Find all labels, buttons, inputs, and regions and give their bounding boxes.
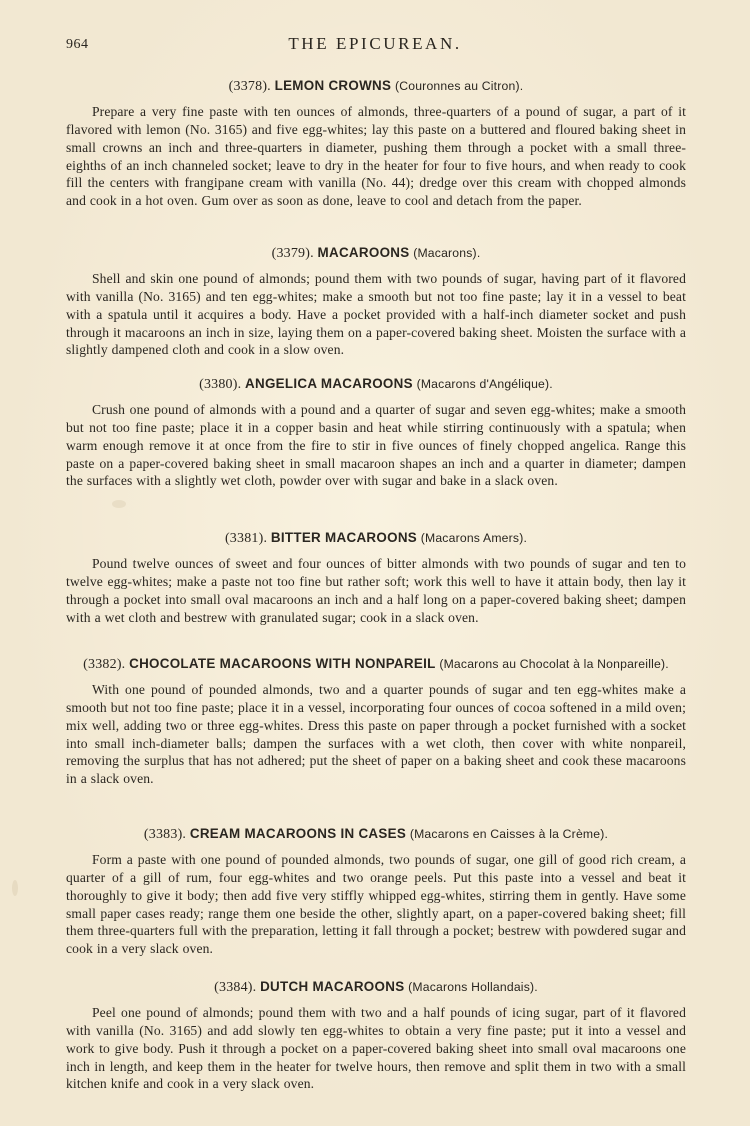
recipe-text: Peel one pound of almonds; pound them with two and a half pounds of icing sugar, part of it flavored with vanilla (No. 3165) and add slowly ten egg-whites to obtain a very fine paste; put it into a vessel and work to give body. Push it through a pocket on a paper-covered baking sheet into small oval macaroons one inch in length, and keep them in the heater for twelve hours, then remove and split them in two with a small kitchen knife and cook in a very slack oven.	[66, 1005, 686, 1092]
recipe-text: Crush one pound of almonds with a pound and a quarter of sugar and seven egg-whites; make a smooth but not too fine paste; place it in a copper basin and heat while stirring continuously with a spatula; when warm enough remove it at once from the fire to stir in five ounces of finely chopped angelica. Range this paste on a paper-covered baking sheet in small macaroon shapes an inch and a quarter in diameter; dampen the surfaces with a slightly wet cloth, powder over with sugar and bake in a slack oven.	[66, 402, 686, 489]
recipe-french-title: (Macarons Hollandais).	[408, 980, 538, 994]
recipe-title: MACAROONS	[317, 245, 410, 260]
recipe-heading	[66, 824, 686, 844]
recipe-heading	[66, 374, 686, 394]
recipe-french-title: (Macarons d'Angélique).	[416, 377, 553, 391]
recipe-heading	[66, 977, 686, 997]
recipe-number: (3383).	[143, 827, 187, 842]
recipe-number: (3378).	[228, 79, 271, 94]
recipe-title: LEMON CROWNS	[274, 78, 392, 93]
recipe-heading	[66, 243, 686, 263]
recipe-title: BITTER MACAROONS	[270, 530, 418, 545]
paper-stain	[12, 880, 18, 896]
recipe-3383	[66, 824, 686, 958]
recipe-3378	[66, 76, 686, 210]
recipe-number: (3381).	[224, 531, 268, 546]
recipe-title: DUTCH MACAROONS	[260, 979, 405, 994]
recipe-french-title: (Macarons Amers).	[420, 531, 528, 545]
recipe-heading	[66, 528, 686, 548]
recipe-3380	[66, 374, 686, 490]
recipe-number: (3382).	[83, 657, 126, 672]
running-head	[66, 34, 684, 54]
recipe-french-title: (Macarons au Chocolat à la Nonpareille).	[439, 657, 669, 671]
recipe-3379	[66, 243, 686, 359]
paper-stain	[112, 500, 126, 508]
recipe-heading	[66, 76, 686, 96]
recipe-3382	[66, 654, 686, 788]
recipe-french-title: (Macarons en Caisses à la Crème).	[409, 827, 609, 841]
page-number: 964	[66, 37, 89, 52]
recipe-number: (3379).	[271, 246, 314, 261]
recipe-title: CHOCOLATE MACAROONS WITH NONPAREIL	[129, 656, 436, 671]
recipe-text: Pound twelve ounces of sweet and four ounces of bitter almonds with two pounds of sugar and ten to twelve egg-whites; make a paste not too fine but rather soft; work this well to have it attain body, then lay it through a pocket into small oval macaroons an inch and a half long on a paper-covered baking sheet; dampen with a wet cloth and bestrew with granulated sugar; cook in a slack oven.	[66, 556, 686, 625]
recipe-title: CREAM MACAROONS IN CASES	[189, 826, 407, 841]
recipe-french-title: (Macarons).	[413, 246, 481, 260]
recipe-text: With one pound of pounded almonds, two and a quarter pounds of sugar and ten egg-whites make a smooth but not too fine paste; place it in a vessel, incorporating four ounces of cocoa softened in a mild oven; mix well, adding two or three egg-whites. Dress this paste on paper through a pocket furnished with a socket into small inch-diameter balls; dampen the surfaces with a wet cloth, then cover with white nonpareil, removing the surplus that has not adhered; put the sheet of paper on a baking sheet and cook these macaroons in a slack oven.	[66, 682, 686, 787]
recipe-text: Form a paste with one pound of pounded almonds, two pounds of sugar, one gill of good rich cream, a quarter of a gill of rum, four egg-whites and two orange peels. Put this paste into a vessel and beat it thoroughly to give it body; then add five very stiffly whipped egg-whites, stirring them in gently. Have some small paper cases ready; range them one beside the other, slightly apart, on a paper-covered baking sheet; fill them three-quarters full with the preparation, letting it fall through a pocket; bestrew with powdered sugar and cook in a very slack oven.	[66, 852, 686, 957]
book-title: THE EPICUREAN.	[288, 34, 462, 53]
recipe-title: ANGELICA MACAROONS	[245, 376, 413, 391]
recipe-number: (3384).	[214, 980, 257, 995]
recipe-number: (3380).	[199, 377, 242, 392]
recipe-3381	[66, 528, 686, 626]
recipe-text: Prepare a very fine paste with ten ounces of almonds, three-quarters of a pound of sugar, a part of it flavored with lemon (No. 3165) and five egg-whites; lay this paste on a buttered and floured baking sheet in small crowns an inch and three-quarters in diameter, pushing them through a pocket with a small three-eighths of an inch channeled socket; leave to dry in the heater for four to five hours, and when ready to cook fill the centers with frangipane cream with vanilla (No. 44); dredge over this cream with chopped almonds and cook in a hot oven. Gum over as soon as done, leave to cool and detach from the paper.	[66, 104, 686, 209]
recipe-3384	[66, 977, 686, 1093]
recipe-heading	[66, 654, 686, 674]
recipe-french-title: (Couronnes au Citron).	[394, 79, 524, 93]
recipe-text: Shell and skin one pound of almonds; pound them with two pounds of sugar, having part of it flavored with vanilla (No. 3165) and ten egg-whites; make a smooth but not too fine paste; lay it in a vessel to beat with a spatula until it acquires a body. Have a pocket provided with a half-inch diameter socket and push through it macaroons an inch in size, laying them on a paper-covered baking sheet. Moisten the surface with a slightly dampened cloth and cook in a slow oven.	[66, 271, 686, 358]
